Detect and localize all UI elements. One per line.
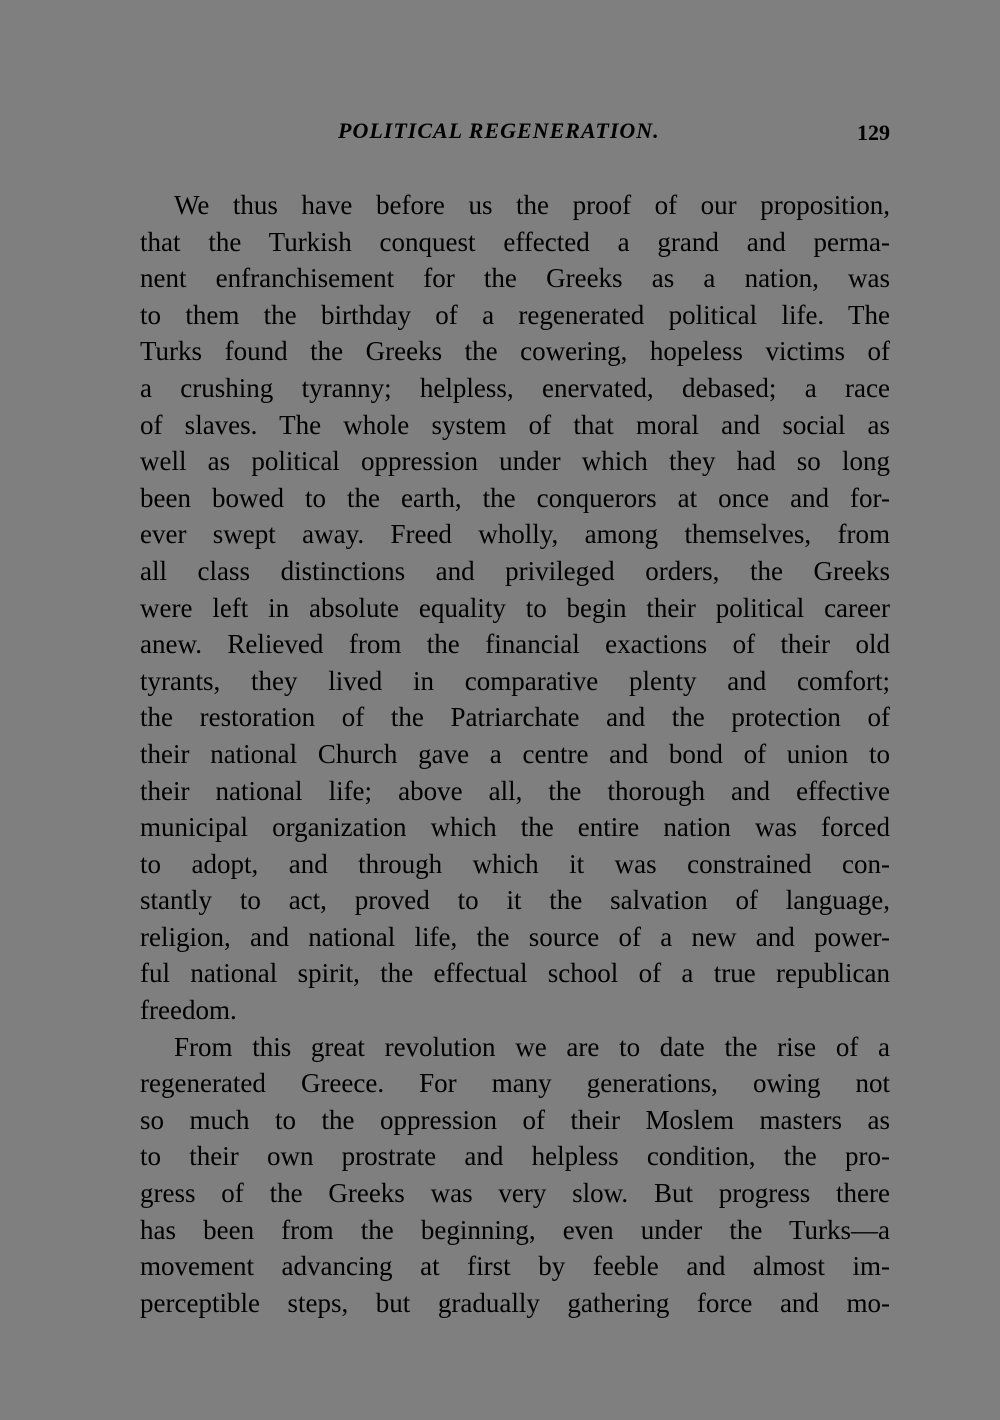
text-line: regenerated Greece. For many generations, owing not bbox=[140, 1068, 890, 1099]
text-line: ever swept away. Freed wholly, among themselves, from bbox=[140, 519, 890, 550]
text-line: their national Church gave a centre and bond of union to bbox=[140, 738, 890, 769]
text-line: stantly to act, proved to it the salvation of language, bbox=[140, 885, 890, 916]
text-line: freedom. bbox=[140, 995, 237, 1026]
text-line: that the Turkish conquest effected a grand and perma- bbox=[140, 226, 890, 257]
text-line: all class distinctions and privileged orders, the Greeks bbox=[140, 555, 890, 586]
text-line: movement advancing at first by feeble and almost im- bbox=[140, 1251, 890, 1282]
text-line: their national life; above all, the thorough and effective bbox=[140, 775, 890, 806]
text-line: been bowed to the earth, the conquerors at once and for- bbox=[140, 482, 890, 513]
running-title: POLITICAL REGENERATION. bbox=[338, 118, 660, 143]
text-line: ful national spirit, the effectual school of a true republican bbox=[140, 958, 890, 989]
text-line: so much to the oppression of their Moslem masters as bbox=[140, 1104, 890, 1135]
text-line: municipal organization which the entire nation was forced bbox=[140, 812, 890, 843]
text-line: the restoration of the Patriarchate and the protection of bbox=[140, 702, 890, 733]
text-line: well as political oppression under which they had so long bbox=[140, 446, 890, 477]
text-line: to their own prostrate and helpless condition, the pro- bbox=[140, 1141, 890, 1172]
text-line: a crushing tyranny; helpless, enervated, debased; a race bbox=[140, 372, 890, 403]
text-line: to adopt, and through which it was constrained con- bbox=[140, 848, 890, 879]
text-line: Turks found the Greeks the cowering, hopeless victims of bbox=[140, 336, 890, 367]
paragraph bbox=[140, 1029, 890, 1322]
text-line: has been from the beginning, even under the Turks—a bbox=[140, 1214, 890, 1245]
text-line: of slaves. The whole system of that moral and social as bbox=[140, 409, 890, 440]
text-line: tyrants, they lived in comparative plenty and comfort; bbox=[140, 665, 890, 696]
text-line: gress of the Greeks was very slow. But progress there bbox=[140, 1178, 890, 1209]
page-number: 129 bbox=[857, 120, 890, 145]
text-line: perceptible steps, but gradually gathering force and mo- bbox=[140, 1287, 890, 1318]
text-line: From this great revolution we are to date the rise of a bbox=[174, 1031, 890, 1062]
text-line: nent enfranchisement for the Greeks as a nation, was bbox=[140, 263, 890, 294]
text-line: to them the birthday of a regenerated political life. The bbox=[140, 299, 890, 330]
text-line: We thus have before us the proof of our proposition, bbox=[174, 190, 890, 220]
paragraph bbox=[140, 187, 890, 1029]
running-header bbox=[140, 118, 890, 152]
text-line: anew. Relieved from the financial exactions of their old bbox=[140, 629, 890, 660]
text-line: were left in absolute equality to begin their political career bbox=[140, 592, 890, 623]
text-line: religion, and national life, the source of a new and power- bbox=[140, 921, 890, 952]
body-text bbox=[140, 187, 890, 1321]
